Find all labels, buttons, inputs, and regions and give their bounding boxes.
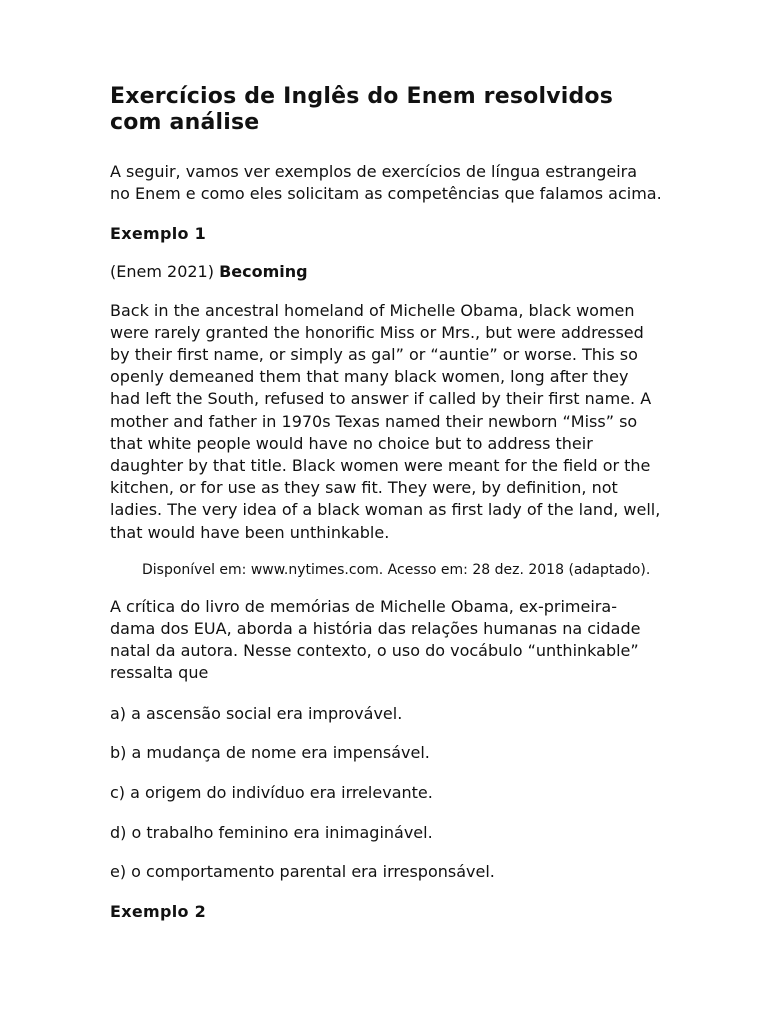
- intro-paragraph: A seguir, vamos ver exemplos de exercícios de língua estrangeira no Enem e como eles solicitam as competências que falamos acima.: [110, 162, 662, 204]
- answer-option-b: b) a mudança de nome era impensável.: [110, 743, 430, 763]
- reading-passage: Back in the ancestral homeland of Michelle Obama, black women were rarely granted the honorific Miss or Mrs., but were addressed by their first name, or simply as gal” or “auntie” or worse. This so openly demeaned them that many black women, long after they had left the South, refused to answer if called by their first name. A mother and father in 1970s Texas named their newborn “Miss” so that white people would have no choice but to address their daughter by that title. Black women were meant for the field or the kitchen, or for use as they saw fit. They were, by definition, not ladies. The very idea of a black woman as first lady of the land, well, that would have been unthinkable.: [110, 300, 661, 542]
- answer-option-e: e) o comportamento parental era irresponsável.: [110, 862, 495, 882]
- question-stem: A crítica do livro de memórias de Michelle Obama, ex-primeira-dama dos EUA, aborda a história das relações humanas na cidade natal da autora. Nesse contexto, o uso do vocábulo “unthinkable” ressalta que: [110, 596, 641, 683]
- passage-citation: Disponível em: www.nytimes.com. Acesso em: 28 dez. 2018 (adaptado).: [142, 561, 651, 578]
- example-2-heading: Exemplo 2: [110, 902, 207, 922]
- example-1-heading: Exemplo 1: [110, 224, 207, 244]
- answer-option-a: a) a ascensão social era improvável.: [110, 703, 403, 723]
- article-title: Exercícios de Inglês do Enem resolvidos com análise: [110, 84, 614, 135]
- document-page: [110, 84, 662, 939]
- exam-source-prefix: (Enem 2021): [110, 262, 214, 282]
- answer-option-c: c) a origem do indivíduo era irrelevante.: [110, 783, 433, 803]
- exam-source-line: [110, 261, 662, 283]
- passage-title: Becoming: [219, 262, 308, 282]
- answer-option-d: d) o trabalho feminino era inimaginável.: [110, 822, 433, 842]
